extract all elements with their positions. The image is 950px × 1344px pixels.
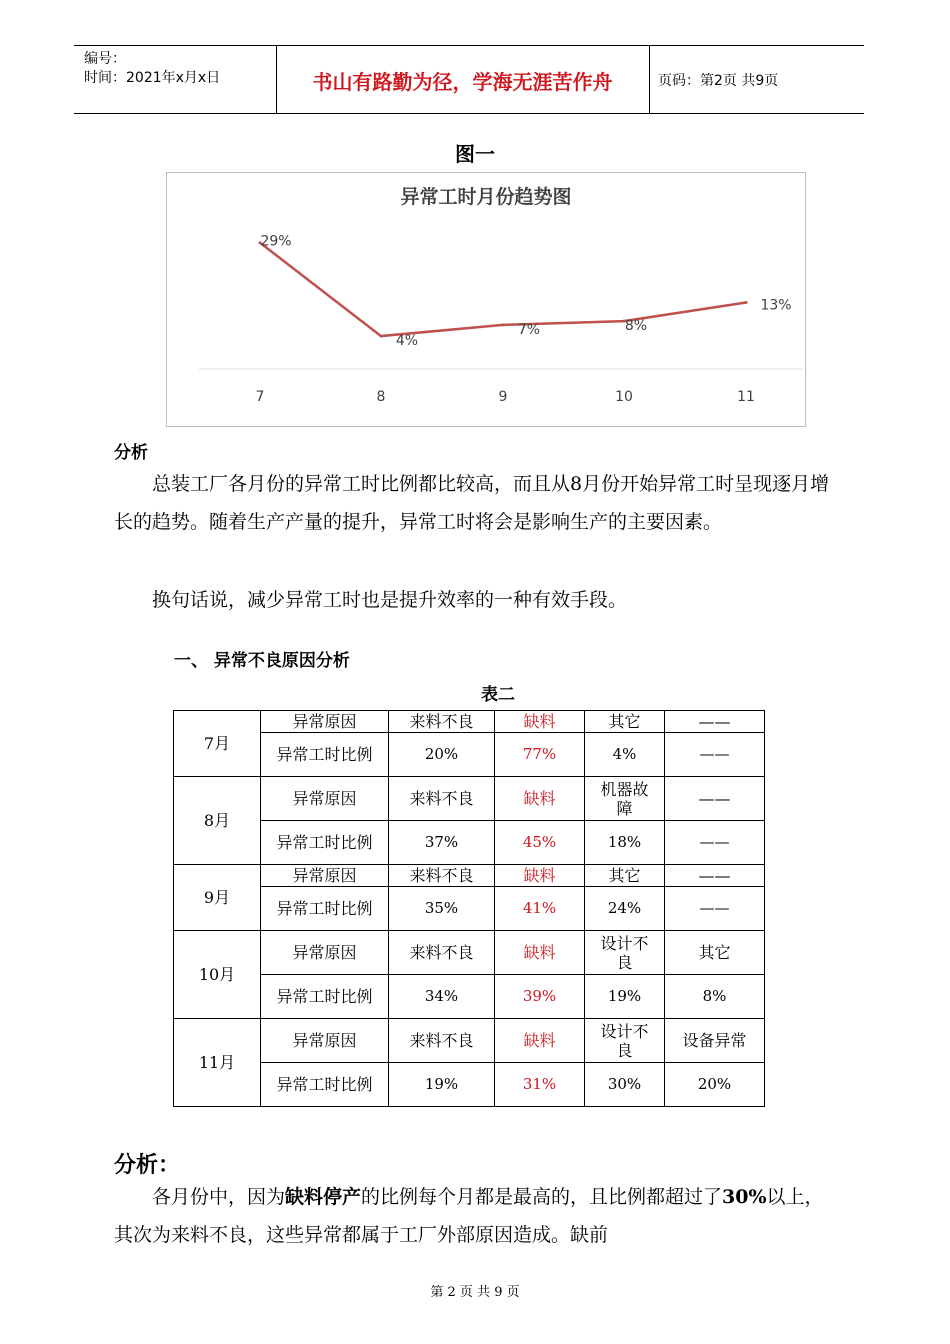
table-cell: —— bbox=[665, 711, 765, 733]
table-cell: 其它 bbox=[585, 711, 665, 733]
table-reason-label: 异常原因 bbox=[261, 931, 389, 975]
table-cell: 缺料 bbox=[495, 777, 585, 821]
table-cell: 35% bbox=[389, 887, 495, 931]
table-cell: 41% bbox=[495, 887, 585, 931]
table-cell: 31% bbox=[495, 1063, 585, 1107]
table-cell: 设备异常 bbox=[665, 1019, 765, 1063]
analysis2-bold-1: 缺料停产 bbox=[285, 1186, 362, 1208]
analysis2-paragraph bbox=[114, 1178, 830, 1254]
chart-point bbox=[380, 335, 383, 338]
table-row bbox=[174, 975, 765, 1019]
table-cell: —— bbox=[665, 887, 765, 931]
table-reason-label: 异常原因 bbox=[261, 1019, 389, 1063]
table-cell: 19% bbox=[389, 1063, 495, 1107]
table-reason-label: 异常原因 bbox=[261, 711, 389, 733]
table-row bbox=[174, 887, 765, 931]
table-cell: 其它 bbox=[585, 865, 665, 887]
table-cell: 缺料 bbox=[495, 865, 585, 887]
table-cell: 19% bbox=[585, 975, 665, 1019]
table-row bbox=[174, 1063, 765, 1107]
table-reason-label: 异常原因 bbox=[261, 777, 389, 821]
table-cell: 4% bbox=[585, 733, 665, 777]
table-ratio-label: 异常工时比例 bbox=[261, 975, 389, 1019]
analysis-paragraph-2: 换句话说，减少异常工时也是提升效率的一种有效手段。 bbox=[152, 589, 628, 611]
table-month-cell: 7月 bbox=[174, 711, 261, 777]
analysis2-text-start: 各月份中，因为 bbox=[152, 1186, 286, 1208]
table-cell: 18% bbox=[585, 821, 665, 865]
table-cell: 20% bbox=[665, 1063, 765, 1107]
table-month-cell: 9月 bbox=[174, 865, 261, 931]
table-cell: 34% bbox=[389, 975, 495, 1019]
table-row bbox=[174, 821, 765, 865]
chart-data-label: 4% bbox=[395, 333, 419, 350]
analysis-heading: 分析 bbox=[114, 443, 148, 463]
header-page-number: 页码：第2页 共9页 bbox=[658, 73, 779, 89]
table-row bbox=[174, 733, 765, 777]
table-cell: 来料不良 bbox=[389, 931, 495, 975]
page-footer: 第 2 页 共 9 页 bbox=[430, 1285, 520, 1300]
analysis2-text-end: 以上，其次为来料不良，这些异常都属于工厂外部原因造成。缺前 bbox=[114, 1186, 824, 1246]
header-top-rule bbox=[74, 45, 864, 46]
analysis2-text-mid: 的比例每个月都是最高的，且比例都超过了 bbox=[361, 1186, 723, 1208]
table-cell: 机器故障 bbox=[585, 777, 665, 821]
header-motto: 书山有路勤为径，学海无涯苦作舟 bbox=[312, 70, 613, 94]
header-bottom-rule bbox=[74, 113, 864, 114]
chart-series-line bbox=[260, 243, 746, 336]
table-cell: 来料不良 bbox=[389, 711, 495, 733]
table-cell: 37% bbox=[389, 821, 495, 865]
chart-x-tick-label: 9 bbox=[498, 389, 508, 405]
chart-data-label: 7% bbox=[517, 321, 541, 338]
trend-chart bbox=[166, 172, 806, 427]
section-heading: 一、 异常不良原因分析 bbox=[174, 651, 350, 671]
table-cell: 45% bbox=[495, 821, 585, 865]
chart-point bbox=[745, 301, 748, 304]
table-cell: 8% bbox=[665, 975, 765, 1019]
table-title: 表二 bbox=[481, 685, 515, 705]
table-cell: —— bbox=[665, 821, 765, 865]
table-cell: —— bbox=[665, 777, 765, 821]
table-reason-label: 异常原因 bbox=[261, 865, 389, 887]
analysis2-heading: 分析： bbox=[114, 1153, 181, 1178]
reason-table bbox=[173, 710, 765, 1107]
table-row bbox=[174, 777, 765, 821]
table-cell: 来料不良 bbox=[389, 777, 495, 821]
table-ratio-label: 异常工时比例 bbox=[261, 1063, 389, 1107]
chart-title: 异常工时月份趋势图 bbox=[400, 186, 572, 208]
table-row bbox=[174, 711, 765, 733]
table-cell: 20% bbox=[389, 733, 495, 777]
chart-x-tick-label: 11 bbox=[737, 389, 755, 405]
header-divider-2 bbox=[649, 45, 650, 113]
trend-chart-svg bbox=[167, 173, 805, 426]
table-month-cell: 11月 bbox=[174, 1019, 261, 1107]
table-cell: 来料不良 bbox=[389, 865, 495, 887]
analysis2-bold-2: 30% bbox=[722, 1186, 767, 1208]
table-cell: 缺料 bbox=[495, 711, 585, 733]
table-cell: 24% bbox=[585, 887, 665, 931]
table-month-cell: 10月 bbox=[174, 931, 261, 1019]
table-ratio-label: 异常工时比例 bbox=[261, 821, 389, 865]
table-cell: 其它 bbox=[665, 931, 765, 975]
table-cell: 设计不良 bbox=[585, 931, 665, 975]
chart-data-label: 29% bbox=[260, 233, 292, 250]
table-cell: 30% bbox=[585, 1063, 665, 1107]
chart-data-label: 13% bbox=[760, 297, 792, 314]
analysis-paragraph-1: 总装工厂各月份的异常工时比例都比较高，而且从8月份开始异常工时呈现逐月增长的趋势。随着生产产量的提升，异常工时将会是影响生产的主要因素。 bbox=[114, 473, 830, 533]
header-number: 编号： bbox=[84, 51, 126, 67]
table-cell: 来料不良 bbox=[389, 1019, 495, 1063]
table-ratio-label: 异常工时比例 bbox=[261, 887, 389, 931]
chart-x-tick-label: 7 bbox=[255, 389, 265, 405]
table-row bbox=[174, 865, 765, 887]
table-cell: 缺料 bbox=[495, 931, 585, 975]
chart-data-label: 8% bbox=[624, 318, 648, 335]
table-cell: 77% bbox=[495, 733, 585, 777]
table-row bbox=[174, 931, 765, 975]
table-cell: —— bbox=[665, 865, 765, 887]
table-ratio-label: 异常工时比例 bbox=[261, 733, 389, 777]
chart-x-tick-label: 10 bbox=[615, 389, 633, 405]
table-cell: 缺料 bbox=[495, 1019, 585, 1063]
header-meta bbox=[84, 50, 220, 88]
table-cell: 39% bbox=[495, 975, 585, 1019]
chart-point bbox=[502, 323, 505, 326]
table-row bbox=[174, 1019, 765, 1063]
chart-x-tick-label: 8 bbox=[376, 389, 386, 405]
table-cell: —— bbox=[665, 733, 765, 777]
table-month-cell: 8月 bbox=[174, 777, 261, 865]
header-time: 时间：2021年x月x日 bbox=[84, 70, 221, 86]
figure-title: 图一 bbox=[455, 142, 495, 166]
table-cell: 设计不良 bbox=[585, 1019, 665, 1063]
